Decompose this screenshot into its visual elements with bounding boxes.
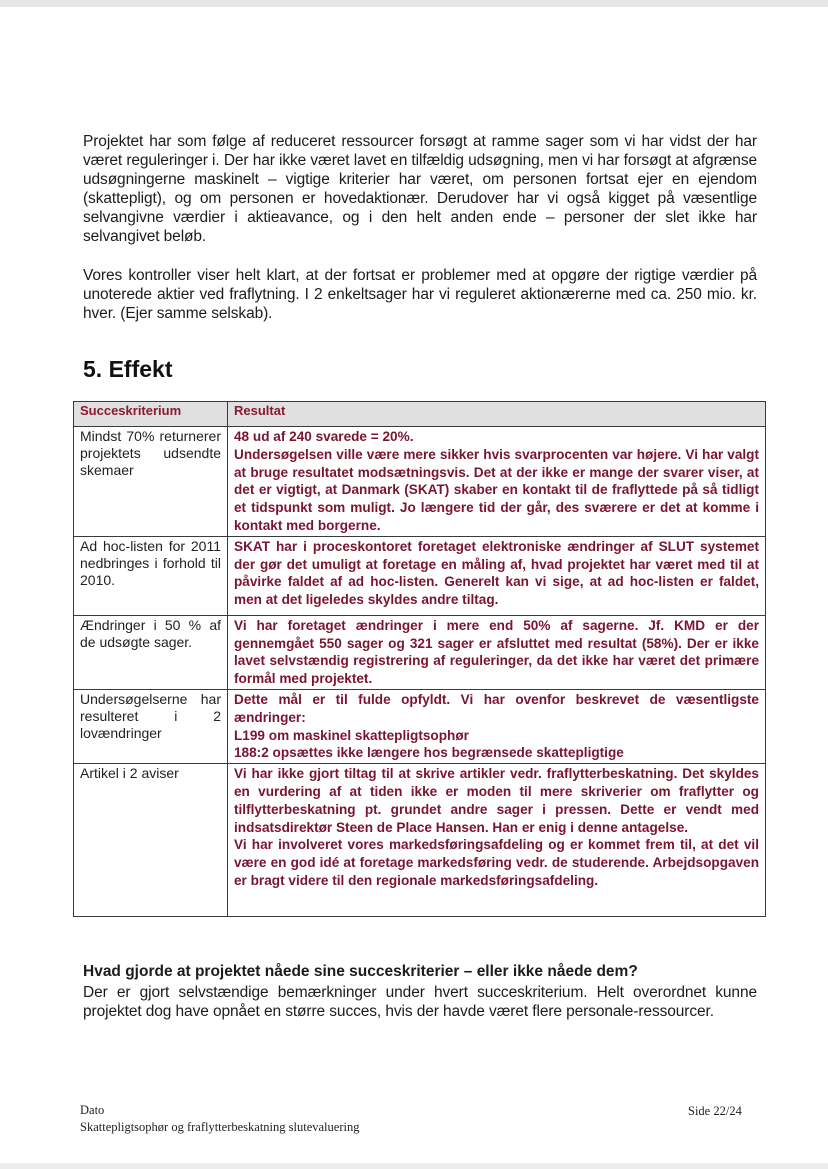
- result-line: Vi har involveret vores markedsføringsafdeling og er kommet frem til, at det vil være en god idé at foretage markedsføring vedr. de studerende. Arbejdsopgaven er bragt videre til den regionale markedsføringsafdeling.: [234, 837, 759, 888]
- paragraph-resources: Projektet har som følge af reduceret ressourcer forsøgt at ramme sager som vi har vidst der har været reguleringer i. Der har ikke været lavet en tilfældig udsøgning, men vi har forsøgt at afgrænse udsøgningerne maskinelt – vigtige kriterier har været, om personen fortsat ejer en ejendom (skattepligt), og om personen er hovedaktionær. Derudover har vi også kigget på væsentlige selvangivne værdier i aktieavance, og i den helt anden ende – personer der slet ikke har selvangivet beløb.: [83, 133, 757, 245]
- table-row: [74, 764, 766, 917]
- page-bottom-edge: [0, 1163, 828, 1169]
- criterion-cell: Undersøgelserne har resulteret i 2 lovændringer: [74, 689, 228, 763]
- header-criterion: Succeskriterium: [74, 402, 228, 427]
- result-cell: [228, 689, 766, 763]
- footer-page-number: Side 22/24: [688, 1104, 742, 1118]
- table-row: [74, 536, 766, 615]
- effect-table: [73, 401, 766, 917]
- criterion-cell: Ændringer i 50 % af de udsøgte sager.: [74, 615, 228, 689]
- result-cell: [228, 536, 766, 615]
- result-line: Vi har foretaget ændringer i mere end 50% af sagerne. Jf. KMD er der gennemgået 550 sager og 321 sager er afsluttet med resultat (58%). Der er ikke lavet selvstændig registrering af reguleringer, da det ikke har været det primære formål med projektet.: [234, 617, 759, 687]
- section-heading: 5. Effekt: [83, 356, 173, 382]
- result-line: 188:2 opsættes ikke længere hos begrænsede skattepligtige: [234, 745, 624, 761]
- table-row: [74, 427, 766, 537]
- footer-doc-title: Skattepligtsophør og fraflytterbeskatning slutevaluering: [80, 1120, 360, 1134]
- header-result: Resultat: [228, 402, 766, 427]
- table-row: [74, 689, 766, 763]
- criterion-cell: Mindst 70% returnerer projektets udsendte skemaer: [74, 427, 228, 537]
- paragraph-controls: Vores kontroller viser helt klart, at der fortsat er problemer med at opgøre der rigtige værdier på unoterede aktier ved fraflytning. I 2 enkeltsager har vi reguleret aktionærerne med ca. 250 mio. kr. hver. (Ejer samme selskab).: [83, 267, 757, 322]
- table-row: [74, 615, 766, 689]
- criterion-cell: Artikel i 2 aviser: [74, 764, 228, 917]
- conclusion-heading: Hvad gjorde at projektet nåede sine succeskriterier – eller ikke nåede dem?: [83, 963, 638, 980]
- result-cell: [228, 615, 766, 689]
- result-cell: [228, 427, 766, 537]
- result-line: 48 ud af 240 svarede = 20%.: [234, 429, 414, 444]
- result-line: SKAT har i proceskontoret foretaget elektroniske ændringer af SLUT systemet der gør det umuligt at foretage en måling af, hvad projektet har været med til at påvirke faldet af ad hoc-listen. Generelt kan vi sige, at ad hoc-listen er faldet, men at det ligeledes skyldes andre tiltag.: [234, 538, 759, 608]
- table-header-row: [74, 402, 766, 427]
- footer-date-label: Dato: [80, 1103, 105, 1117]
- paragraph-conclusion: Der er gjort selvstændige bemærkninger under hvert succeskriterium. Helt overordnet kunne projektet dog have opnået en større succes, hvis der havde været flere personale-ressourcer.: [83, 984, 757, 1020]
- criterion-cell: Ad hoc-listen for 2011 nedbringes i forhold til 2010.: [74, 536, 228, 615]
- result-line: Vi har ikke gjort tiltag til at skrive artikler vedr. fraflytterbeskatning. Det skyldes en vurdering af at tiden ikke er moden til mere skriverier om fraflytter og tilflytterbeskatning pt. grundet andre sager i pressen. Dette er vendt med indsatsdirektør Steen de Place Hansen. Han er enig i denne antagelse.: [234, 766, 759, 835]
- page-top-edge: [0, 0, 828, 7]
- result-cell: [228, 764, 766, 917]
- result-line: L199 om maskinel skattepligtsophør: [234, 727, 469, 743]
- result-line: Undersøgelsen ville være mere sikker hvis svarprocenten var højere. Vi har valgt at bruge resultatet modsætningsvis. Det at der ikke er mange der svarer viser, at det er vigtigt, at Danmark (SKAT) skaber en kontakt til de fraflyttede på så tidligt et tidspunkt som muligt. Jo længere tid der går, des sværere er det at komme i kontakt med borgerne.: [234, 446, 759, 533]
- result-line: Dette mål er til fulde opfyldt. Vi har ovenfor beskrevet de væsentligste ændringer:: [234, 691, 759, 725]
